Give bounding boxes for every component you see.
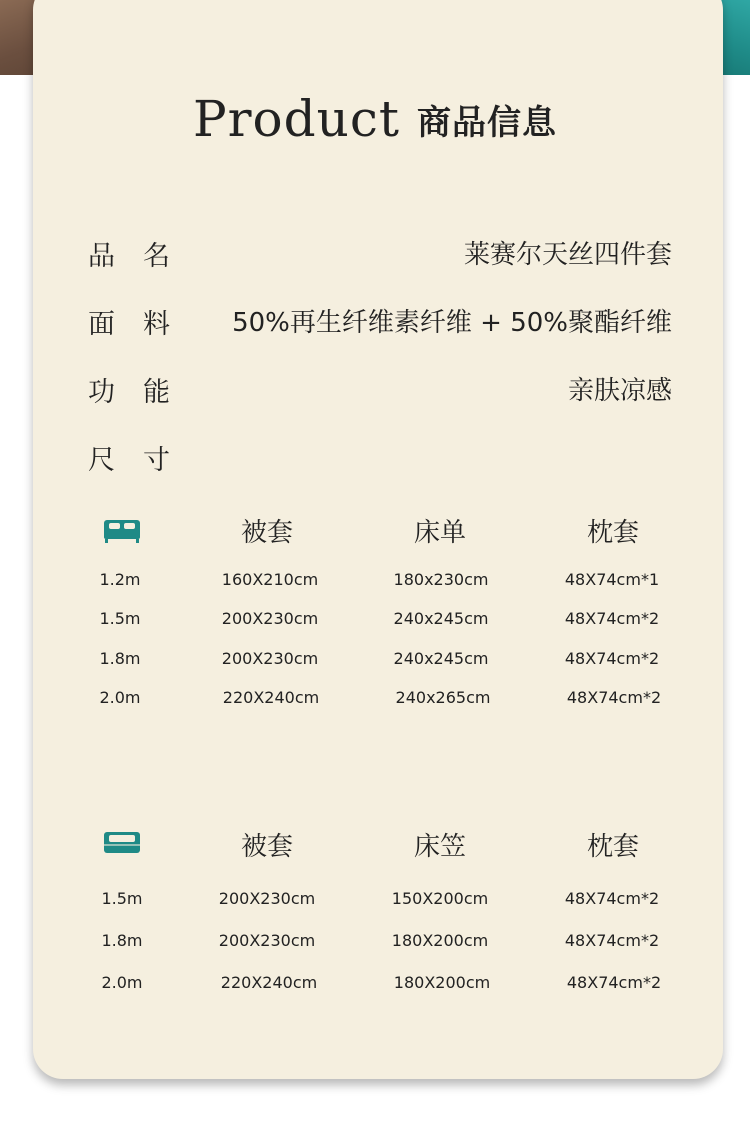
table1-cell-sheet: 240x245cm xyxy=(393,609,489,628)
table2-cell-size: 1.8m xyxy=(101,931,143,950)
table1-cell-sheet: 180x230cm xyxy=(393,570,489,589)
table1-cell-pillowcase: 48X74cm*1 xyxy=(564,570,660,589)
double-bed-icon xyxy=(103,518,141,544)
table2-cell-size: 1.5m xyxy=(101,889,143,908)
table2-cell-duvet: 200X230cm xyxy=(218,931,316,950)
table1-cell-duvet: 200X230cm xyxy=(221,649,319,668)
table1-header-pillowcase: 枕套 xyxy=(586,518,639,548)
table1-cell-size: 1.5m xyxy=(99,609,141,628)
table1-cell-size: 1.8m xyxy=(99,649,141,668)
table2-cell-fitted-sheet: 150X200cm xyxy=(391,889,489,908)
table1-cell-pillowcase: 48X74cm*2 xyxy=(566,688,662,707)
info-value-name: 莱赛尔天丝四件套 xyxy=(463,240,672,270)
table1-cell-duvet: 160X210cm xyxy=(221,570,319,589)
table2-cell-size: 2.0m xyxy=(101,973,143,992)
table2-header-duvet: 被套 xyxy=(240,832,293,862)
table2-cell-duvet: 200X230cm xyxy=(218,889,316,908)
table2-cell-fitted-sheet: 180X200cm xyxy=(393,973,491,992)
fitted-bed-icon xyxy=(103,829,141,855)
table2-header-fitted-sheet: 床笠 xyxy=(413,832,466,862)
table2-cell-pillowcase: 48X74cm*2 xyxy=(564,889,660,908)
info-label-name: 品名 xyxy=(88,241,198,272)
info-label-size: 尺寸 xyxy=(88,445,198,476)
table1-cell-sheet: 240x265cm xyxy=(395,688,491,707)
table1-header-sheet: 床单 xyxy=(413,518,466,548)
table2-header-pillowcase: 枕套 xyxy=(586,832,639,862)
table1-cell-size: 1.2m xyxy=(99,570,141,589)
info-value-function: 亲肤凉感 xyxy=(567,376,672,406)
info-value-fabric: 50%再生纤维素纤维 + 50%聚酯纤维 xyxy=(232,308,672,338)
table1-cell-size: 2.0m xyxy=(99,688,141,707)
title-english: Product xyxy=(192,90,400,148)
info-label-fabric: 面料 xyxy=(88,309,198,340)
table1-header-duvet: 被套 xyxy=(240,518,293,548)
table2-cell-fitted-sheet: 180X200cm xyxy=(391,931,489,950)
title-chinese: 商品信息 xyxy=(417,102,558,143)
table1-cell-pillowcase: 48X74cm*2 xyxy=(564,609,660,628)
table1-cell-duvet: 200X230cm xyxy=(221,609,319,628)
table1-cell-sheet: 240x245cm xyxy=(393,649,489,668)
page-title xyxy=(0,90,750,148)
table1-cell-duvet: 220X240cm xyxy=(222,688,320,707)
table2-cell-pillowcase: 48X74cm*2 xyxy=(566,973,662,992)
table2-cell-duvet: 220X240cm xyxy=(220,973,318,992)
info-label-function: 功能 xyxy=(88,377,198,408)
table1-cell-pillowcase: 48X74cm*2 xyxy=(564,649,660,668)
table2-cell-pillowcase: 48X74cm*2 xyxy=(564,931,660,950)
